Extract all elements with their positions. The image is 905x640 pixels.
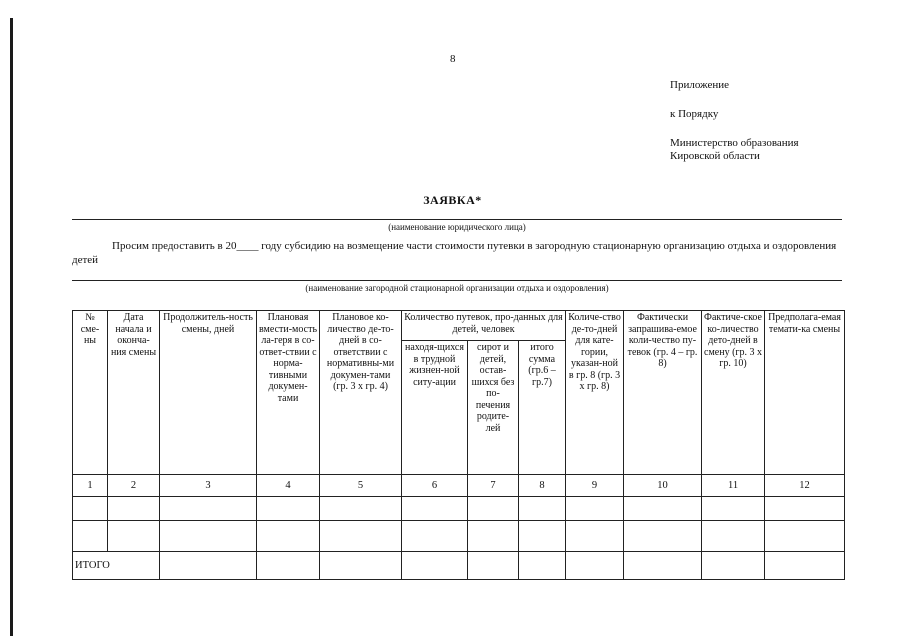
table-cell[interactable]	[468, 521, 519, 551]
column-number: 7	[468, 475, 519, 496]
header-category-child-days: Количе-ство де-то-дней для кате-гории, указан-ной в гр. 8 (гр. 3 х гр. 8)	[566, 311, 624, 475]
table-cell[interactable]	[519, 551, 566, 579]
column-number: 3	[160, 475, 257, 496]
header-total-sum: итого сумма (гр.6 – гр.7)	[519, 341, 566, 475]
table-cell[interactable]	[468, 551, 519, 579]
legal-entity-caption: (наименование юридического лица)	[388, 222, 526, 232]
table-cell[interactable]	[702, 496, 765, 520]
table-cell[interactable]	[519, 496, 566, 520]
column-number: 11	[702, 475, 765, 496]
table-cell[interactable]	[402, 551, 468, 579]
header-planned-child-days: Плановое ко-личество де-то-дней в со-ответствии с нормативны-ми докумен-тами (гр. 3 х гр. 4)	[320, 311, 402, 475]
column-number: 5	[320, 475, 402, 496]
header-planned-capacity: Плановая вмести-мость ла-геря в со-ответ-ствии с норма-тивными докумен-тами	[257, 311, 320, 475]
table-cell[interactable]	[160, 496, 257, 520]
header-orphans: сирот и детей, остав-шихся без по-печения родите-лей	[468, 341, 519, 475]
table-cell[interactable]	[765, 521, 845, 551]
table-cell[interactable]	[566, 551, 624, 579]
table-cell[interactable]	[765, 551, 845, 579]
column-number: 1	[73, 475, 108, 496]
table-cell[interactable]	[624, 551, 702, 579]
table-cell[interactable]	[73, 496, 108, 520]
header-actual-child-days: Фактиче-ское ко-личество дето-дней в смену (гр. 3 х гр. 10)	[702, 311, 765, 475]
table-cell[interactable]	[402, 521, 468, 551]
legal-entity-line	[72, 219, 842, 220]
table-cell[interactable]	[702, 521, 765, 551]
table-cell[interactable]	[160, 551, 257, 579]
table-cell[interactable]	[320, 496, 402, 520]
table-cell[interactable]	[160, 521, 257, 551]
table-cell[interactable]	[519, 521, 566, 551]
header-shift-duration: Продолжитель-ность смены, дней	[160, 311, 257, 475]
table-cell[interactable]	[108, 521, 160, 551]
header-requested-vouchers: Фактически запрашива-емое коли-чество пу-тевок (гр. 4 – гр. 8)	[624, 311, 702, 475]
table-cell[interactable]	[765, 496, 845, 520]
column-number: 2	[108, 475, 160, 496]
document-title: ЗАЯВКА*	[423, 193, 482, 207]
column-number: 12	[765, 475, 845, 496]
camp-name-line	[72, 280, 842, 281]
table-row	[73, 521, 845, 551]
total-row	[73, 551, 845, 579]
column-number: 6	[402, 475, 468, 496]
table-cell[interactable]	[566, 521, 624, 551]
column-number: 8	[519, 475, 566, 496]
header-vouchers-sold: Количество путевок, про-данных для детей, человек	[402, 311, 566, 341]
scan-left-edge	[10, 18, 13, 636]
table-cell[interactable]	[108, 496, 160, 520]
appendix-line: к Порядку	[670, 108, 719, 120]
request-table	[72, 310, 845, 580]
table-cell[interactable]	[702, 551, 765, 579]
appendix-line: Приложение	[670, 79, 730, 91]
table-cell[interactable]	[566, 496, 624, 520]
table-cell[interactable]	[73, 521, 108, 551]
camp-name-caption: (наименование загородной стационарной организации отдыха и оздоровления)	[305, 283, 609, 293]
table-cell[interactable]	[320, 551, 402, 579]
appendix-line: Кировской области	[670, 150, 760, 162]
table-cell[interactable]	[402, 496, 468, 520]
table-cell[interactable]	[468, 496, 519, 520]
header-shift-dates: Дата начала и оконча-ния смены	[108, 311, 160, 475]
header-difficult-situation: находя-щихся в трудной жизнен-ной ситу-ации	[402, 341, 468, 475]
table-cell[interactable]	[624, 521, 702, 551]
table-cell[interactable]	[624, 496, 702, 520]
request-paragraph: Просим предоставить в 20____ году субсидию на возмещение части стоимости путевки в загородную стационарную организацию отдыха и оздоровления детей	[72, 240, 837, 266]
header-shift-number: № сме-ны	[73, 311, 108, 475]
column-number: 9	[566, 475, 624, 496]
table-cell[interactable]	[257, 496, 320, 520]
total-label: ИТОГО	[73, 551, 160, 579]
table-row	[73, 496, 845, 520]
page-number: 8	[450, 53, 456, 65]
header-shift-theme: Предполага-емая темати-ка смены	[765, 311, 845, 475]
table-cell[interactable]	[320, 521, 402, 551]
table-cell[interactable]	[257, 551, 320, 579]
appendix-line: Министерство образования	[670, 137, 799, 149]
appendix-block	[670, 79, 799, 163]
column-number: 4	[257, 475, 320, 496]
column-number: 10	[624, 475, 702, 496]
table-cell[interactable]	[257, 521, 320, 551]
